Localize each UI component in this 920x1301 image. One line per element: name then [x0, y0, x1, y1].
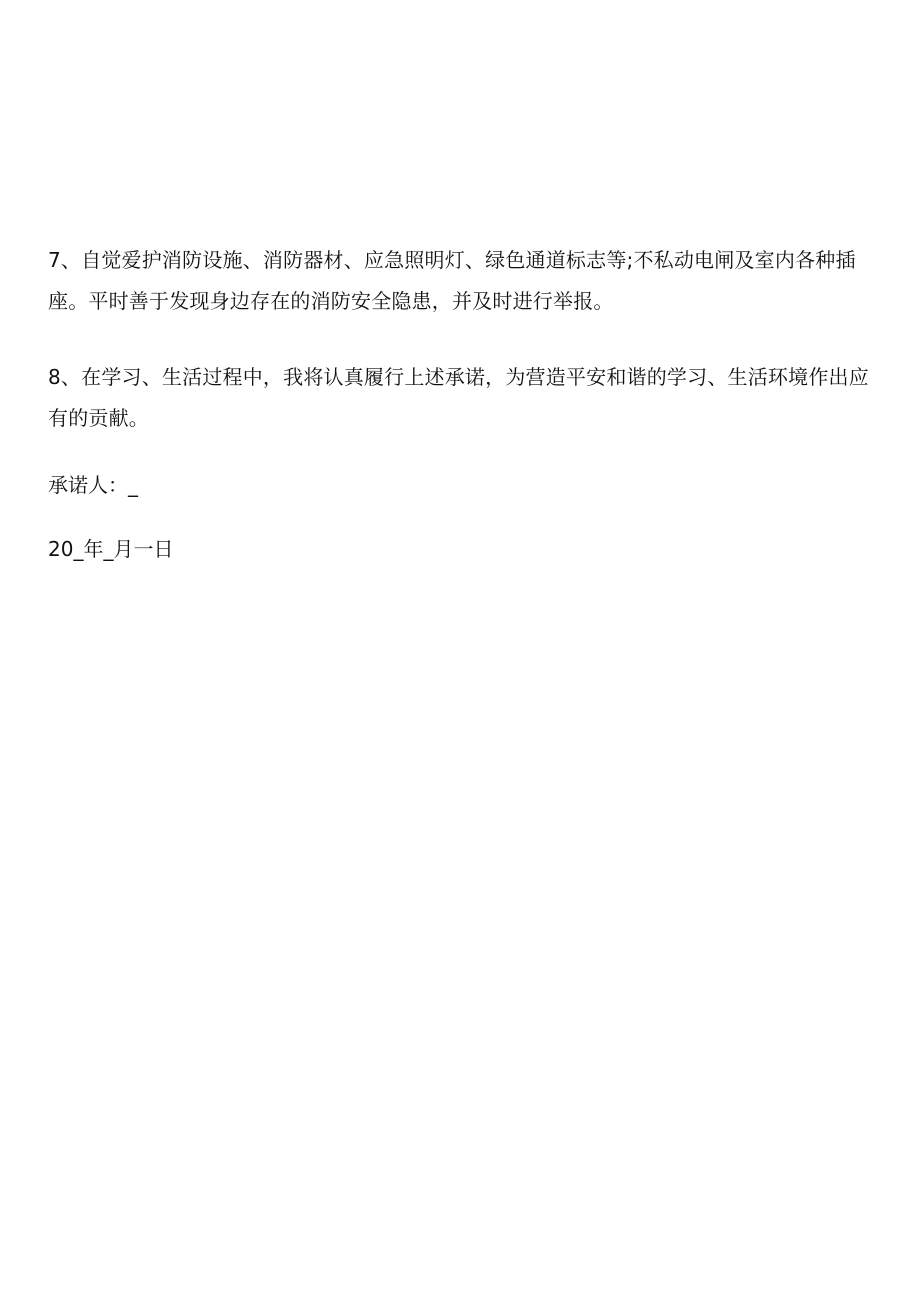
document-body — [48, 240, 870, 564]
paragraph-8: 8、在学习、生活过程中，我将认真履行上述承诺，为营造平安和谐的学习、生活环境作出应有的贡献。 — [48, 365, 869, 430]
paragraph-7: 7、自觉爱护消防设施、消防器材、应急照明灯、绿色通道标志等;不私动电闸及室内各种插座。平时善于发现身边存在的消防安全隐患，并及时进行举报。 — [48, 248, 856, 313]
date-line: 20_年_月一日 — [48, 537, 174, 561]
signature-line: 承诺人：_ — [48, 473, 138, 497]
